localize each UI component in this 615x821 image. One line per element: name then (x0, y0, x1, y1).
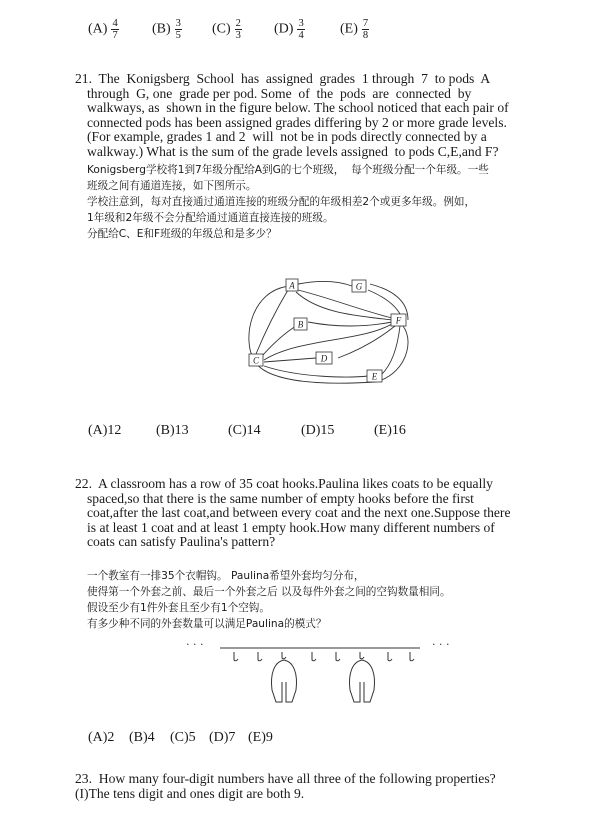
pod-c (249, 354, 263, 366)
q21-zh-line: 分配给C、E和F班级的年级总和是多少？ (87, 228, 277, 240)
hook (410, 652, 414, 661)
q21-choice-b: (B)13 (156, 423, 189, 438)
q21-zh-line: Konigsberg学校将1到7年级分配给A到G的七个班级， 每个班级分配一个年级。一些 (87, 164, 489, 176)
q22-choice-c: (C)5 (170, 730, 196, 745)
q21-line: walkways, as shown in the figure below. The school noticed that each pair of (87, 100, 509, 116)
q20-option-e: (E) $\frac{7}{8}$ (340, 18, 369, 41)
q22-zh-line: 使得第一个外套之前、最后一个外套之后 以及每件外套之间的空钩数量相同。 (87, 586, 451, 598)
q21-line: (For example, grades 1 and 2 will not be in pods directly connected by a (87, 129, 487, 145)
svg-text:A: A (289, 280, 295, 291)
q21-zh-line: 班级之间有通道连接，如下图所示。 (87, 180, 257, 192)
q21-zh-line: 1年级和2年级不会分配给通过通道直接连接的班级。 (87, 212, 334, 224)
q23-text-en (75, 772, 555, 801)
q22-text-zh (87, 568, 557, 632)
pod-g (352, 280, 366, 292)
q22-choices (88, 730, 348, 748)
q20-option-b: (B) $\frac{3}{5}$ (152, 18, 181, 41)
hook (336, 652, 340, 661)
q20-choices (88, 18, 488, 52)
pod-walkway-diagram (240, 270, 420, 390)
q21-text-zh (87, 162, 557, 242)
q21-choices (88, 423, 508, 441)
q21-choice-c: (C)14 (228, 423, 261, 438)
svg-text:D: D (320, 353, 328, 364)
q21-choice-e: (E)16 (374, 423, 406, 438)
q22-zh-line: 一个教室有一排35个衣帽钩。 Paulina希望外套均匀分布， (87, 570, 365, 582)
q22-line: is at least 1 coat and at least 1 empty hook.How many different numbers of (87, 519, 495, 535)
svg-text:E: E (371, 371, 378, 382)
hook (388, 652, 392, 661)
q21-line: connected pods has been assigned grades differing by 2 or more grade levels. (87, 114, 507, 130)
q21-choice-a: (A)12 (88, 423, 122, 438)
q21-zh-line: 学校注意到，每对直接通过通道连接的班级分配的年级相差2个或更多年级。例如， (87, 196, 476, 208)
q21-text-en (75, 72, 555, 160)
q20-option-c: (C) $\frac{2}{3}$ (212, 18, 241, 41)
svg-text:B: B (297, 319, 304, 330)
q21-line: through G, one grade per pod. Some of the pods are connected by (87, 85, 472, 101)
q20-option-a: (A) $\frac{4}{7}$ (88, 18, 118, 41)
q23-line: 23. How many four-digit numbers have all three of the following properties? (75, 771, 496, 786)
q21-line: 21. The Konigsberg School has assigned grades 1 through 7 to pods A (75, 71, 491, 86)
coat-hooks-illustration (210, 640, 430, 710)
ellipsis-left: · · · (186, 638, 204, 651)
hook (258, 652, 262, 661)
ellipsis-right: · · · (432, 638, 450, 651)
pod-d (316, 352, 332, 364)
q20-option-d: (D) $\frac{3}{4}$ (274, 18, 304, 41)
q22-choice-a: (A)2 (88, 730, 115, 745)
pod-e (367, 370, 382, 382)
q22-text-en (75, 477, 555, 550)
coat-icon (350, 652, 375, 702)
q22-choice-d: (D)7 (209, 730, 236, 745)
q21-line: walkway.) What is the sum of the grade levels assigned to pods C,E,and F? (87, 143, 499, 159)
svg-text:F: F (395, 315, 402, 326)
svg-text:C: C (252, 355, 260, 366)
q22-zh-line: 假设至少有1件外套且至少有1个空钩。 (87, 602, 270, 614)
q22-zh-line: 有多少种不同的外套数量可以满足Paulina的模式？ (87, 618, 327, 630)
q22-line: coat,after the last coat,and between every coat and the next one.Suppose there (87, 505, 511, 521)
pod-f (391, 314, 406, 326)
pod-a (286, 279, 298, 291)
q22-choice-b: (B)4 (129, 730, 155, 745)
pod-b (294, 318, 307, 330)
q22-line: coats can satisfy Paulina's pattern? (87, 534, 276, 550)
q23-line: (I)The tens digit and ones digit are both 9. (75, 785, 305, 801)
q22-line: spaced,so that there is the same number of empty hooks before the first (87, 490, 474, 506)
hook (234, 652, 238, 661)
q22-choice-e: (E)9 (248, 730, 273, 745)
coat-icon (272, 652, 297, 702)
q21-choice-d: (D)15 (301, 423, 335, 438)
svg-text:G: G (355, 281, 363, 292)
hook (312, 652, 316, 661)
q22-line: 22. A classroom has a row of 35 coat hooks.Paulina likes coats to be equally (75, 476, 493, 491)
